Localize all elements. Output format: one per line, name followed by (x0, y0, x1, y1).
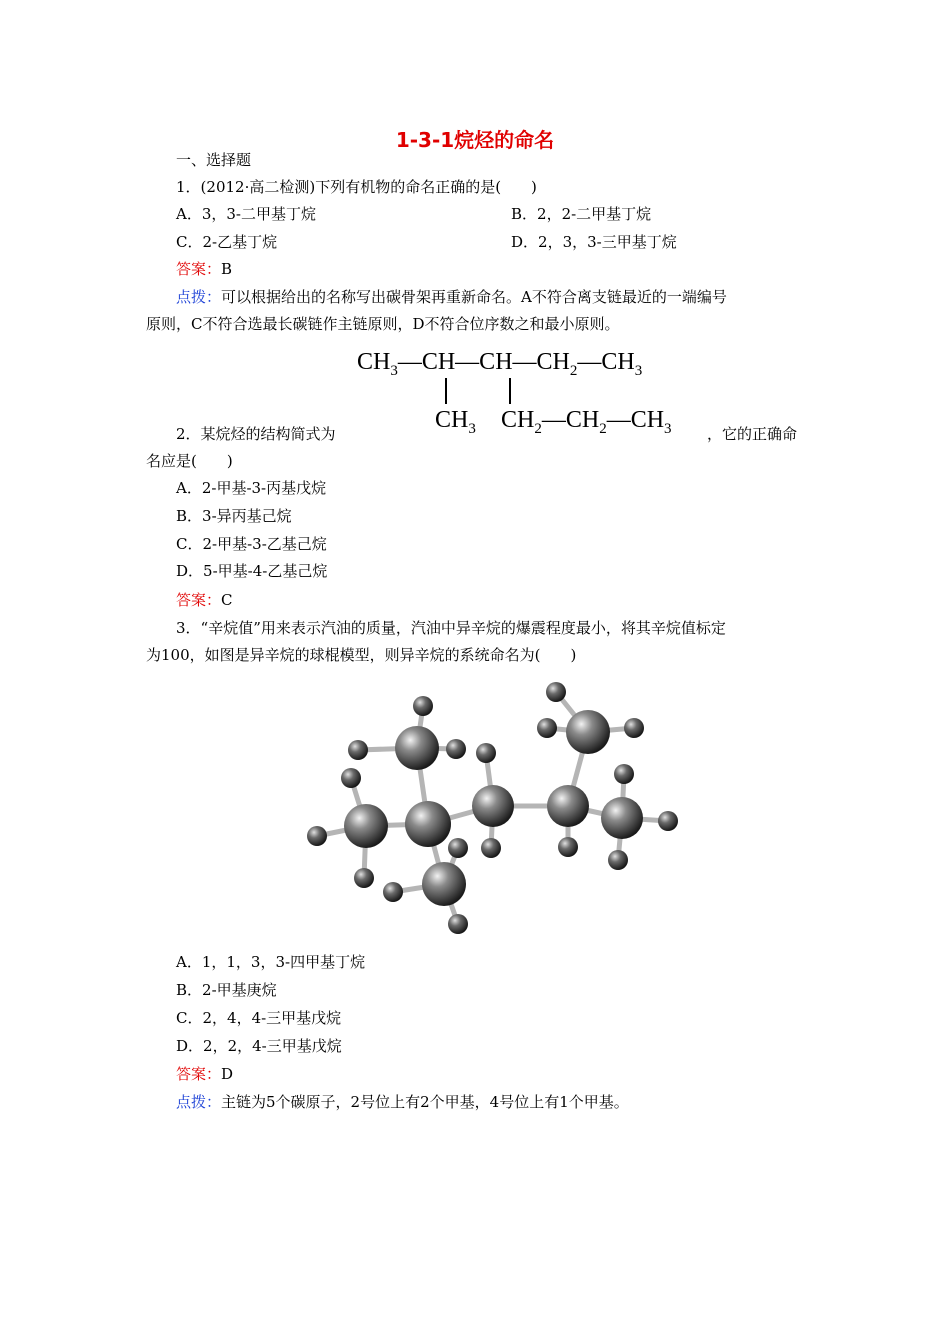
q3-option-c: C．2，4，4-三甲基戊烷 (176, 1009, 342, 1027)
q2-stem-suffix: ，它的正确命 (707, 425, 798, 443)
q3-stem-line2: 为100，如图是异辛烷的球棍模型，则异辛烷的系统命名为( ) (146, 646, 577, 664)
q3-stem-line1: 3．“辛烷值”用来表示汽油的质量，汽油中异辛烷的爆震程度最小，将其辛烷值标定 (176, 619, 726, 637)
q3-option-b: B．2-甲基庚烷 (176, 981, 277, 999)
q1-tip-line1 (176, 287, 727, 307)
page-title: 1-3-1烷烃的命名 (395, 128, 555, 152)
q2-option-a: A．2-甲基-3-丙基戊烷 (176, 479, 327, 497)
q2-option-b: B．3-异丙基己烷 (176, 507, 292, 525)
q1-answer-value: B (221, 260, 233, 278)
formula-main-chain: $CH_3—CH—CH—CH_2—CH_3$ (357, 349, 643, 379)
q1-tip-label: 点拨： (176, 288, 222, 306)
section-heading: 一、选择题 (176, 151, 252, 169)
q1-answer (176, 259, 232, 279)
isooctane-ball-stick-model (296, 672, 686, 942)
q2-option-c: C．2-甲基-3-乙基己烷 (176, 535, 327, 553)
q2-stem-prefix: 2．某烷烃的结构简式为 (176, 425, 336, 443)
formula-propyl-branch: $CH_2—CH_2—CH_3$ (501, 407, 672, 437)
q2-stem-line2: 名应是( ) (146, 452, 233, 470)
q1-answer-label: 答案： (176, 260, 222, 278)
q1-option-d: D．2，3，3-三甲基丁烷 (511, 233, 677, 251)
q2-answer (176, 590, 233, 610)
q3-answer (176, 1064, 233, 1084)
q3-tip-text: 主链为5个碳原子，2号位上有2个甲基，4号位上有1个甲基。 (221, 1093, 629, 1111)
q1-stem: 1．(2012·高二检测)下列有机物的命名正确的是( ) (176, 178, 537, 196)
q2-answer-value: C (221, 591, 233, 609)
carbon-atoms (344, 710, 643, 906)
q1-tip-text: 可以根据给出的名称写出碳骨架再重新命名。A不符合离支链最近的一端编号 (221, 288, 727, 306)
q1-option-c: C．2-乙基丁烷 (176, 233, 278, 251)
q3-tip-label: 点拨： (176, 1093, 222, 1111)
formula-bond-2 (509, 378, 511, 404)
q3-answer-value: D (221, 1065, 234, 1083)
q3-option-a: A．1，1，3，3-四甲基丁烷 (176, 953, 366, 971)
q3-answer-label: 答案： (176, 1065, 222, 1083)
q1-tip-line2: 原则，C不符合选最长碳链作主链原则，D不符合位序数之和最小原则。 (146, 315, 620, 333)
q3-tip (176, 1092, 629, 1112)
q1-option-b: B．2，2-二甲基丁烷 (511, 205, 652, 223)
q3-option-d: D．2，2，4-三甲基戊烷 (176, 1037, 342, 1055)
q2-answer-label: 答案： (176, 591, 222, 609)
q2-option-d: D．5-甲基-4-乙基己烷 (176, 562, 328, 580)
q1-option-a: A．3，3-二甲基丁烷 (176, 205, 316, 223)
formula-bond-1 (445, 378, 447, 404)
formula-methyl-branch: $CH_3$ (435, 407, 476, 437)
